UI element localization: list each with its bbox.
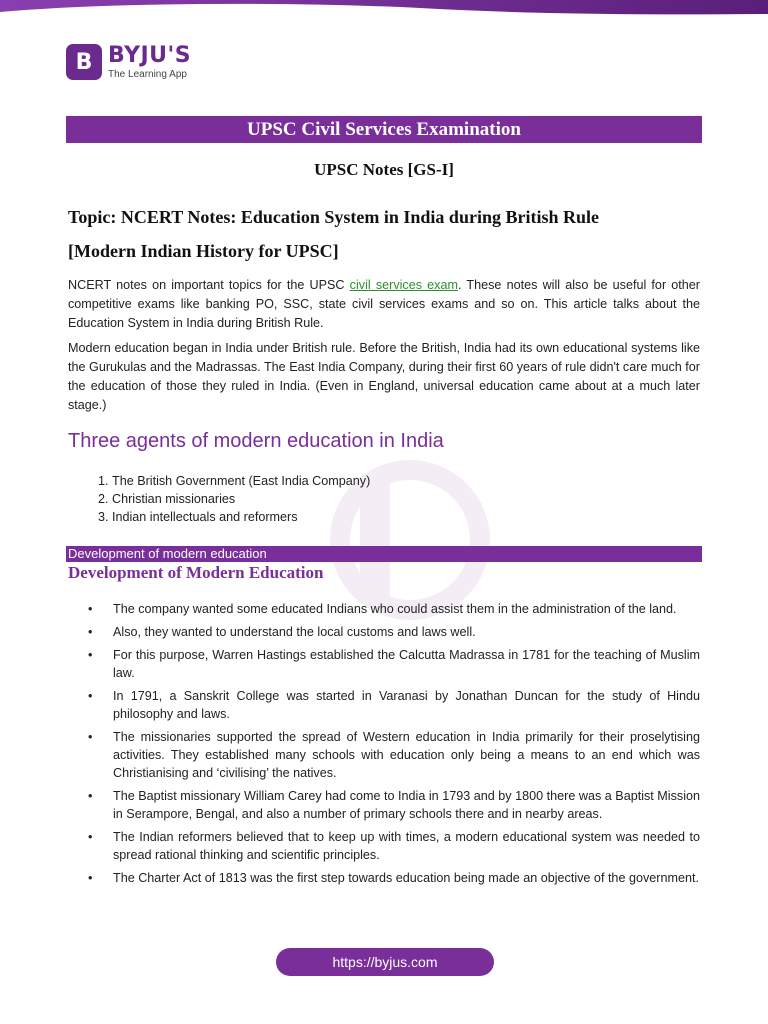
bullet-text: For this purpose, Warren Hastings established the Calcutta Madrassa in 1781 for the teaching of Muslim law. — [113, 648, 700, 680]
bullet-text: The Indian reformers believed that to keep up with times, a modern educational system was needed to spread rational thinking and scientific principles. — [113, 830, 700, 862]
agent-item: 2. Christian missionaries — [112, 490, 370, 508]
topic-line-1: Topic: NCERT Notes: Education System in India during British Rule — [68, 207, 599, 227]
exam-banner: UPSC Civil Services Examination — [66, 116, 702, 143]
bullet-dot: • — [88, 789, 93, 803]
topic-line-2: [Modern Indian History for UPSC] — [68, 241, 339, 261]
bullet-dot: • — [88, 830, 93, 844]
bullet-dot: • — [88, 871, 93, 885]
agent-item: 1. The British Government (East India Company) — [112, 472, 370, 490]
bullet-dot: • — [88, 730, 93, 744]
agents-heading: Three agents of modern education in India — [68, 430, 444, 452]
bullet-item — [68, 600, 700, 618]
intro-text-start: NCERT notes on important topics for the UPSC — [68, 278, 350, 292]
brand-name: BYJU'S — [108, 42, 192, 68]
logo-letter: B — [75, 49, 93, 75]
bullet-item — [68, 787, 700, 823]
bullet-text: The missionaries supported the spread of Western education in India primarily for their proselytising activities. They established many schools with education only being a means to an end which was Christianising and ‘civilising’ the natives. — [113, 730, 700, 780]
development-heading: Development of Modern Education — [68, 563, 324, 582]
agent-item: 3. Indian intellectuals and reformers — [112, 508, 370, 526]
header-swoosh — [0, 0, 768, 22]
bullet-text: Also, they wanted to understand the local customs and laws well. — [113, 625, 476, 639]
bullet-item — [68, 728, 700, 782]
civil-services-exam-link[interactable]: civil services exam — [349, 278, 458, 292]
intro-text-end: . These notes will also be useful for other competitive exams like banking PO, SSC, state civil services exams and so on. This article talks about the Education System in India during British Rule. — [68, 278, 701, 330]
byjus-logo — [66, 44, 191, 80]
bullet-text: The Baptist missionary William Carey had come to India in 1793 and by 1800 there was a Baptist Mission in Serampore, Bengal, and also a number of primary schools there and in nearby areas. — [113, 789, 700, 821]
brand-tagline: The Learning App — [108, 68, 187, 80]
bullet-dot: • — [88, 648, 93, 662]
notes-subtitle: UPSC Notes [GS-I] — [314, 160, 454, 179]
section-bar: Development of modern education — [66, 546, 702, 562]
bullet-item — [68, 687, 700, 723]
agents-list — [68, 472, 370, 526]
history-paragraph: Modern education began in India under British rule. Before the British, India had its own educational systems like the Gurukulas and the Madrassas. The East India Company, during their first 60 years of rule didn't care much for the education of those they ruled in India. (Even in England, universal education came about at a much later stage.) — [68, 341, 700, 412]
bullet-item — [68, 828, 700, 864]
bullet-dot: • — [88, 689, 93, 703]
logo-mark — [66, 44, 102, 80]
bullet-item — [68, 869, 700, 887]
development-bullets — [68, 600, 700, 892]
bullet-item — [68, 623, 700, 641]
bullet-dot: • — [88, 602, 93, 616]
bullet-dot: • — [88, 625, 93, 639]
bullet-text: The Charter Act of 1813 was the first step towards education being made an objective of the government. — [113, 871, 699, 885]
bullet-text: In 1791, a Sanskrit College was started in Varanasi by Jonathan Duncan for the study of Hindu philosophy and laws. — [113, 689, 700, 721]
intro-paragraph — [68, 276, 700, 333]
bullet-item — [68, 646, 700, 682]
bullet-text: The company wanted some educated Indians who could assist them in the administration of the land. — [113, 602, 677, 616]
footer-url-button[interactable]: https://byjus.com — [276, 948, 494, 976]
